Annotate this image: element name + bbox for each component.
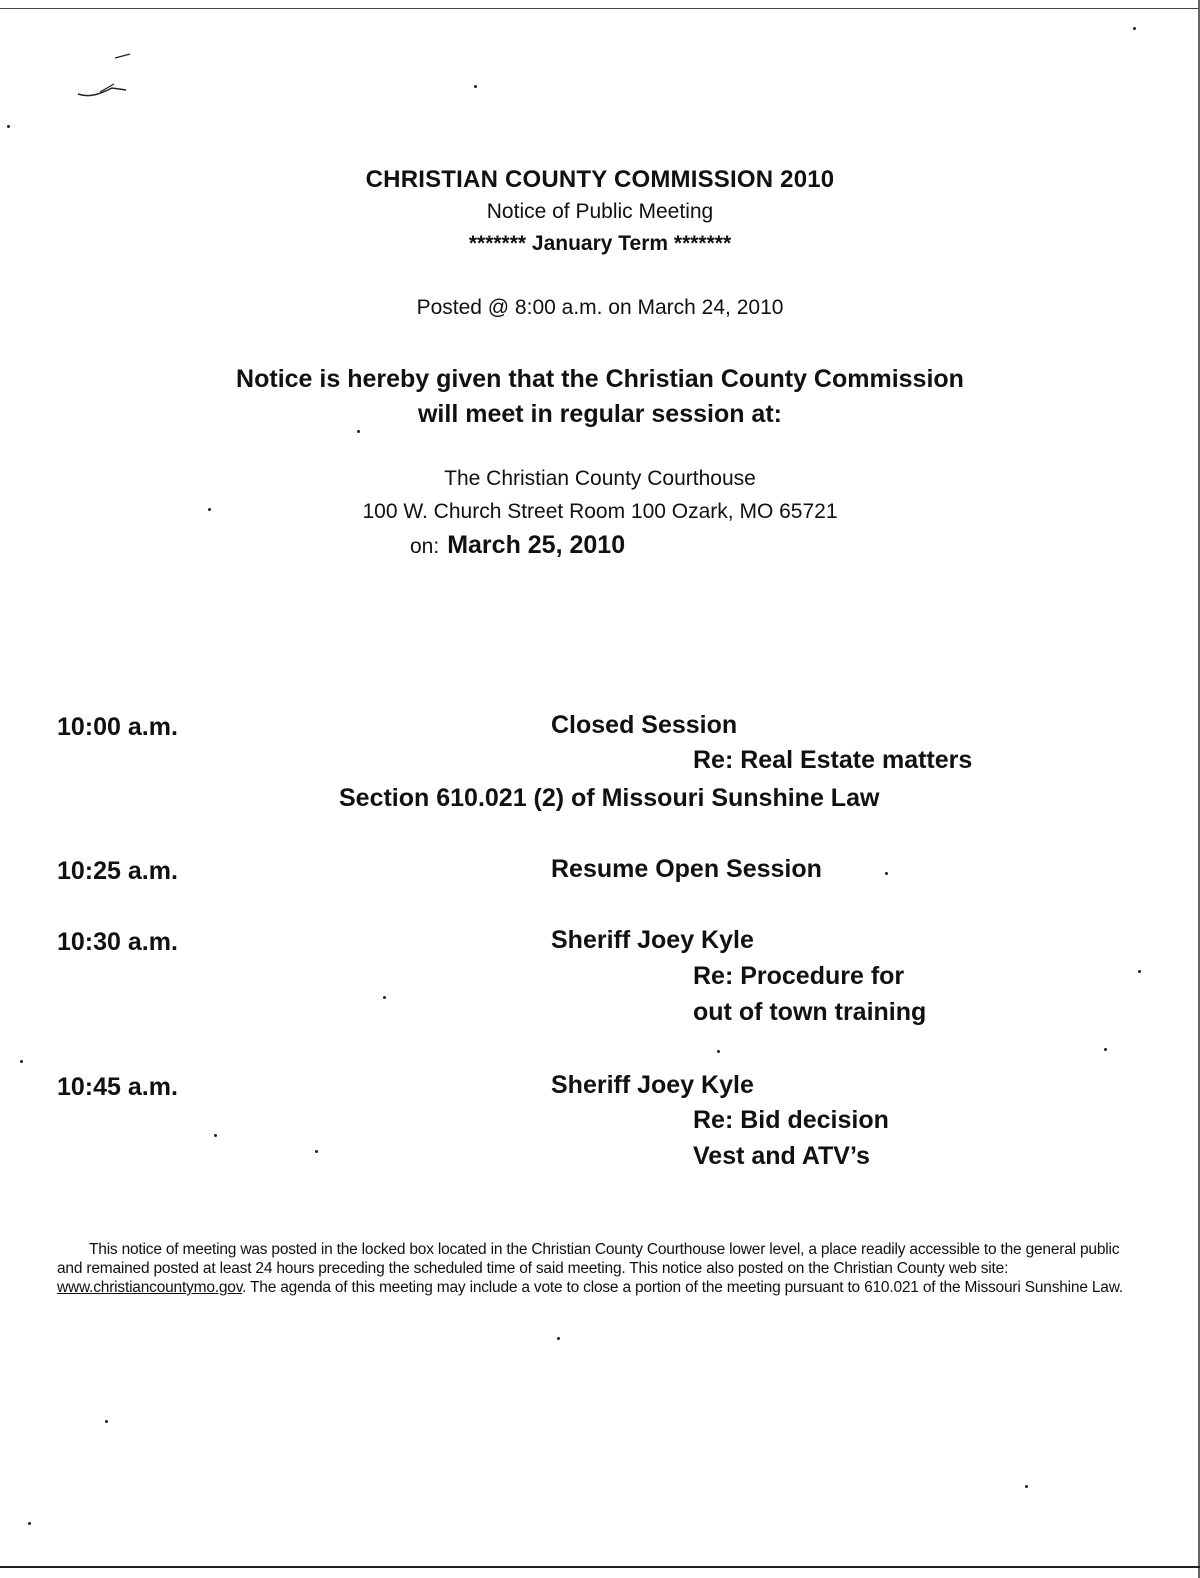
agenda-detail: Re: Real Estate matters <box>693 746 973 774</box>
pen-mark <box>70 50 140 110</box>
document-title: CHRISTIAN COUNTY COMMISSION 2010 <box>365 166 835 193</box>
speck <box>1133 27 1136 30</box>
agenda-item: Sheriff Joey Kyle <box>551 1071 754 1099</box>
on-label: on: <box>410 535 440 558</box>
term-label: ******* January Term ******* <box>468 232 732 255</box>
speck <box>105 1420 108 1423</box>
speck <box>214 1134 217 1137</box>
agenda-time: 10:30 a.m. <box>57 928 178 956</box>
agenda-item: Closed Session <box>551 711 738 739</box>
agenda-item: Resume Open Session <box>551 855 822 883</box>
notice-line-2: will meet in regular session at: <box>417 400 782 428</box>
speck <box>357 430 360 433</box>
scan-edge-bottom <box>0 1566 1200 1568</box>
speck <box>383 996 386 999</box>
speck <box>885 872 888 875</box>
speck <box>1104 1048 1107 1051</box>
agenda-time: 10:45 a.m. <box>57 1073 178 1101</box>
agenda-detail: Re: Procedure for <box>693 962 905 990</box>
meeting-date: March 25, 2010 <box>447 531 626 559</box>
speck <box>717 1050 720 1053</box>
document-subtitle: Notice of Public Meeting <box>486 200 714 223</box>
meeting-date-line <box>410 531 625 560</box>
agenda-section-reference: Section 610.021 (2) of Missouri Sunshine Law <box>339 784 880 812</box>
speck <box>20 1060 23 1063</box>
scan-edge-top <box>0 8 1200 9</box>
agenda-time: 10:00 a.m. <box>57 713 178 741</box>
notice-line-1: Notice is hereby given that the Christian County Commission <box>236 365 964 393</box>
posting-statement <box>57 1240 1137 1297</box>
speck <box>557 1337 560 1340</box>
speck <box>28 1522 31 1525</box>
posted-timestamp: Posted @ 8:00 a.m. on March 24, 2010 <box>416 296 784 319</box>
speck <box>315 1150 318 1153</box>
agenda-detail: Re: Bid decision <box>693 1106 889 1134</box>
location-address: 100 W. Church Street Room 100 Ozark, MO 65721 <box>362 500 838 523</box>
speck <box>1025 1485 1028 1488</box>
agenda-detail: Vest and ATV’s <box>693 1142 870 1170</box>
agenda-time: 10:25 a.m. <box>57 857 178 885</box>
agenda-item: Sheriff Joey Kyle <box>551 926 754 954</box>
speck <box>1138 970 1141 973</box>
speck <box>474 85 477 88</box>
location-name: The Christian County Courthouse <box>444 467 756 490</box>
posting-statement-text: This notice of meeting was posted in the locked box located in the Christian County Courthouse lower level, a place readily accessible to the general public and remained posted at least 24 hours preceding the scheduled time of said meeting. This notice also posted on the Christian County web site: <box>57 1241 1120 1277</box>
posting-statement-text-end: . The agenda of this meeting may include a vote to close a portion of the meeting pursuant to 610.021 of the Missouri Sunshine Law. <box>242 1279 1123 1296</box>
speck <box>7 125 10 128</box>
website-link[interactable]: www.christiancountymo.gov <box>57 1279 243 1296</box>
agenda-detail: out of town training <box>693 998 927 1026</box>
